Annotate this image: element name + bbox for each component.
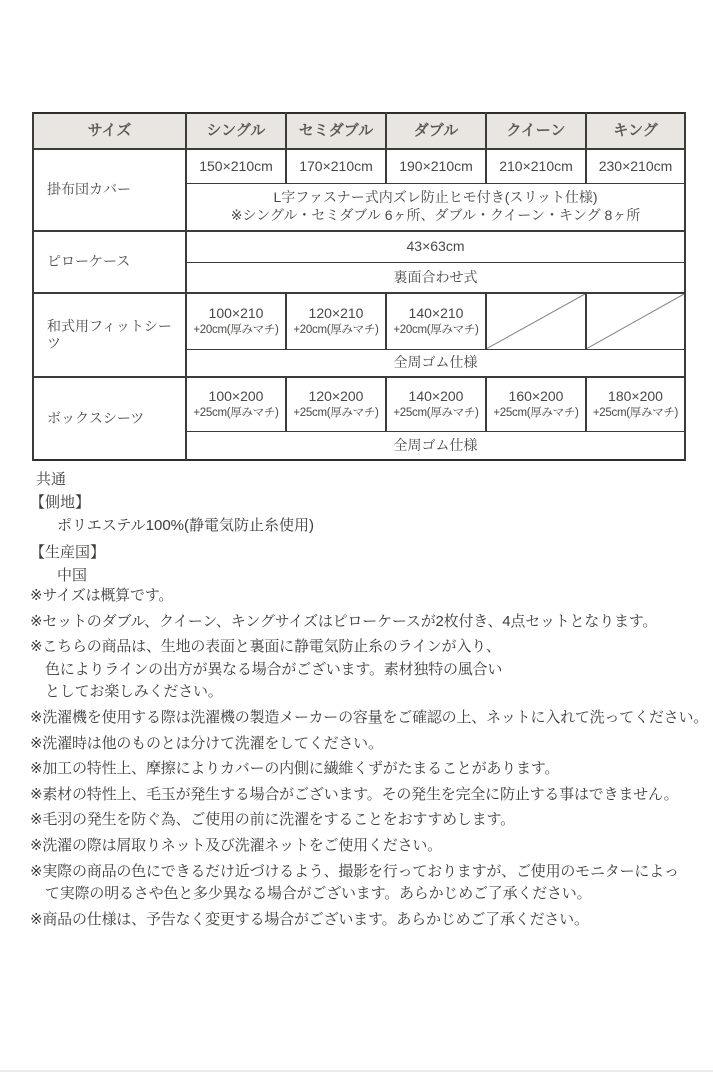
box-size-king-value: 180×200 xyxy=(608,388,663,405)
note-line: ※加工の特性上、摩擦によりカバーの内側に繊維くずがたまることがあります。 xyxy=(30,760,560,778)
note-line: ※洗濯の際は屑取りネット及び洗濯ネットをご使用ください。 xyxy=(30,836,442,854)
box-size-double xyxy=(386,377,486,431)
col-header-double: ダブル xyxy=(386,113,486,149)
duvet-note-line2: ※シングル・セミダブル 6ヶ所、ダブル・クイーン・キング 8ヶ所 xyxy=(230,206,641,223)
col-header-king: キング xyxy=(586,113,685,149)
fitted-note: 全周ゴム仕様 xyxy=(186,349,685,377)
row-label-pillow-case: ピローケース xyxy=(33,231,186,293)
duvet-note xyxy=(186,183,685,231)
row-label-box-sheet: ボックスシーツ xyxy=(33,377,186,460)
note-line: ※洗濯機を使用する際は洗濯機の製造メーカーの容量をご確認の上、ネットに入れて洗ってください。 xyxy=(30,708,709,726)
country-value: 中国 xyxy=(57,567,88,584)
note-spec-change xyxy=(30,909,713,932)
fitted-size-double xyxy=(386,293,486,349)
box-size-semidouble xyxy=(286,377,386,431)
box-size-semidouble-value: 120×200 xyxy=(308,388,364,405)
fitted-na-king xyxy=(586,293,685,349)
note-line: 色によりラインの出方が異なる場合がございます。素材独特の風合い xyxy=(45,660,503,678)
fitted-size-semidouble xyxy=(286,293,386,349)
duvet-sizes-row xyxy=(33,149,685,183)
note-line: ※実際の商品の色にできるだけ近づけるよう、撮影を行っておりますが、ご使用のモニターによっ xyxy=(30,862,679,880)
box-gusset-double: +25cm(厚みマチ) xyxy=(393,406,479,419)
fabric-heading: 【側地】 xyxy=(30,494,91,511)
col-header-queen: クイーン xyxy=(486,113,586,149)
duvet-size-semidouble: 170×210cm xyxy=(286,149,386,183)
note-line: ※洗濯時は他のものとは分けて洗濯をしてください。 xyxy=(30,734,383,752)
fitted-size-single-value: 100×210 xyxy=(208,305,264,322)
duvet-size-single: 150×210cm xyxy=(186,149,286,183)
pillow-size-row xyxy=(33,231,685,262)
box-gusset-queen: +25cm(厚みマチ) xyxy=(493,406,579,419)
note-line: て実際の明るさや色と多少異なる場合がございます。あらかじめご了承ください。 xyxy=(45,885,592,903)
fabric-value: ポリエステル100%(静電気防止糸使用) xyxy=(57,517,315,534)
duvet-note-line1: L字ファスナー式内ズレ防止ヒモ付き(スリット仕様) xyxy=(273,189,598,206)
note-size-approx xyxy=(30,585,713,608)
note-line: としてお楽しみください。 xyxy=(45,683,223,701)
fitted-gusset-single: +20cm(厚みマチ) xyxy=(193,323,279,336)
country-heading: 【生産国】 xyxy=(30,544,106,561)
col-header-semidouble: セミダブル xyxy=(286,113,386,149)
duvet-size-queen: 210×210cm xyxy=(486,149,586,183)
note-line: ※こちらの商品は、生地の表面と裏面に静電気防止糸のラインが入り、 xyxy=(30,638,501,656)
box-note: 全周ゴム仕様 xyxy=(186,431,685,460)
box-sizes-row xyxy=(33,377,685,431)
box-size-double-value: 140×200 xyxy=(408,388,464,405)
pillow-note: 裏面合わせ式 xyxy=(186,262,685,293)
diagonal-slash-icon xyxy=(487,294,585,349)
note-wash-before-use xyxy=(30,809,713,832)
fitted-na-queen xyxy=(486,293,586,349)
note-lint-inside xyxy=(30,758,713,781)
bottom-divider xyxy=(0,1070,713,1072)
col-header-size: サイズ xyxy=(33,113,186,149)
common-details-section xyxy=(30,468,713,587)
row-label-fitted-sheet: 和式用フィットシーツ xyxy=(33,293,186,377)
header-row xyxy=(33,113,685,149)
common-heading: 共通 xyxy=(36,471,67,488)
note-antistatic-lines xyxy=(30,636,713,704)
note-set-contents xyxy=(30,611,713,634)
note-washing-machine xyxy=(30,707,713,730)
box-size-single xyxy=(186,377,286,431)
box-gusset-single: +25cm(厚みマチ) xyxy=(193,406,279,419)
note-line: ※サイズは概算です。 xyxy=(30,587,174,604)
note-pilling xyxy=(30,784,713,807)
fitted-gusset-semidouble: +20cm(厚みマチ) xyxy=(293,323,379,336)
fitted-gusset-double: +20cm(厚みマチ) xyxy=(393,323,479,336)
col-header-single: シングル xyxy=(186,113,286,149)
box-size-queen-value: 160×200 xyxy=(508,388,564,405)
box-size-single-value: 100×200 xyxy=(208,388,264,405)
pillow-size: 43×63cm xyxy=(186,231,685,262)
fitted-size-double-value: 140×210 xyxy=(408,305,464,322)
duvet-size-double: 190×210cm xyxy=(386,149,486,183)
fitted-sizes-row xyxy=(33,293,685,349)
note-line: ※商品の仕様は、予告なく変更する場合がございます。あらかじめご了承ください。 xyxy=(30,910,589,928)
duvet-size-king: 230×210cm xyxy=(586,149,685,183)
spec-table xyxy=(32,112,686,461)
box-size-queen xyxy=(486,377,586,431)
note-wash-separately xyxy=(30,733,713,756)
box-gusset-semidouble: +25cm(厚みマチ) xyxy=(293,406,379,419)
note-line: ※セットのダブル、クイーン、キングサイズはピローケースが2枚付き、4点セットとなります。 xyxy=(30,612,658,630)
row-label-duvet-cover: 掛布団カバー xyxy=(33,149,186,231)
note-line: ※素材の特性上、毛玉が発生する場合がございます。その発生を完全に防止する事はできません。 xyxy=(30,785,679,803)
note-laundry-net xyxy=(30,835,713,858)
notes-section xyxy=(30,585,713,934)
fitted-size-semidouble-value: 120×210 xyxy=(308,305,364,322)
note-line: ※毛羽の発生を防ぐ為、ご使用の前に洗濯をすることをおすすめします。 xyxy=(30,811,515,829)
box-size-king xyxy=(586,377,685,431)
box-gusset-king: +25cm(厚みマチ) xyxy=(592,406,679,419)
note-monitor-color xyxy=(30,861,713,906)
fitted-size-single xyxy=(186,293,286,349)
diagonal-slash-icon xyxy=(587,294,684,349)
